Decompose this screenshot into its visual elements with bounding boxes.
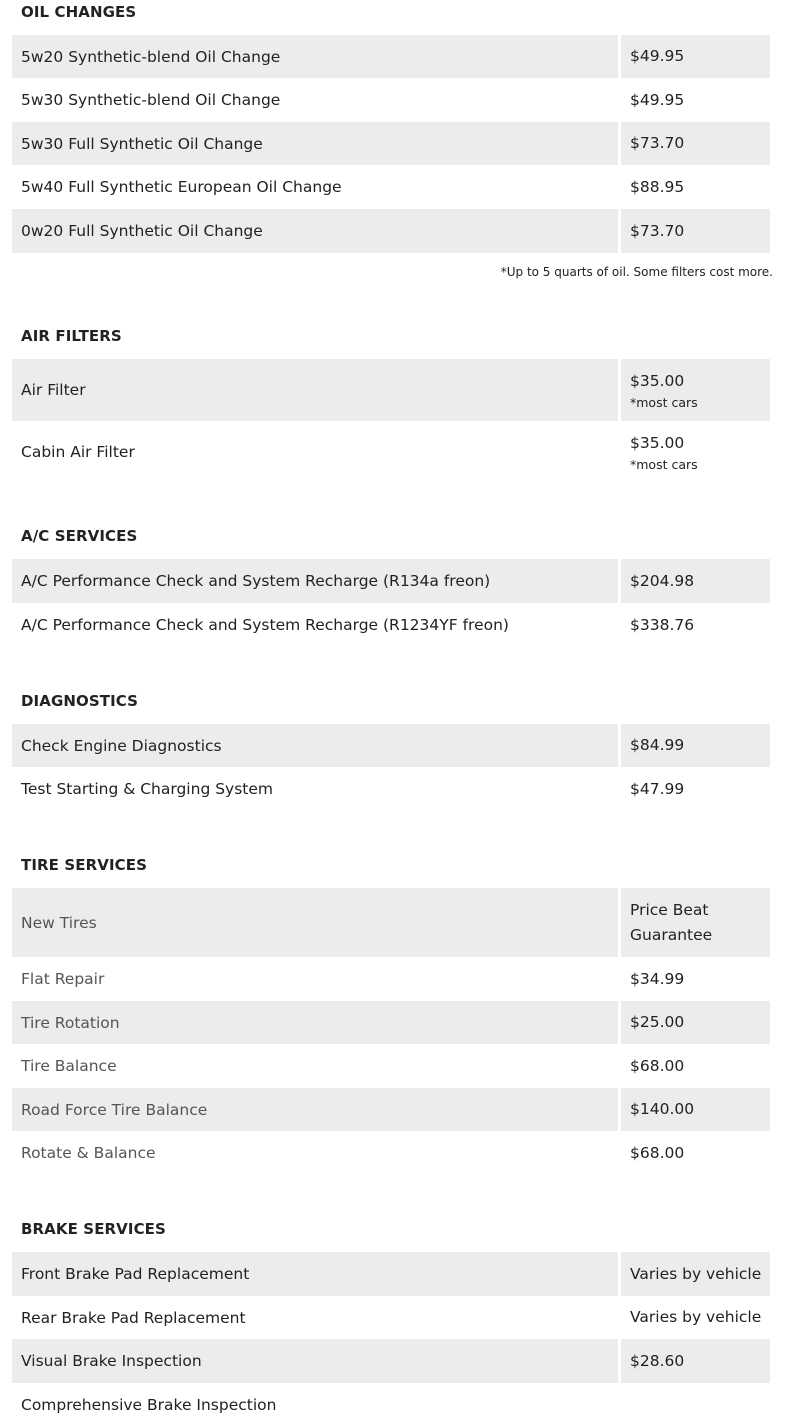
service-name: 5w20 Synthetic-blend Oil Change [12,35,618,78]
service-price-cell [621,421,770,483]
table-row [12,209,770,253]
section-title: DIAGNOSTICS [21,692,139,710]
table-row [12,421,770,483]
section-title: BRAKE SERVICES [21,1220,166,1238]
service-price: $338.76 [630,615,695,634]
table-row [12,957,770,1001]
service-price: Varies by vehicle [621,1252,770,1296]
service-name: 5w30 Full Synthetic Oil Change [12,122,618,165]
oil-changes-section [12,0,773,279]
service-price: $28.60 [621,1339,770,1383]
diagnostics-section [12,689,770,811]
table-row [12,559,770,603]
service-name: Tire Balance [21,1057,117,1075]
service-name: A/C Performance Check and System Recharge (R1234YF freon) [21,616,509,634]
service-name: 5w40 Full Synthetic European Oil Change [21,178,342,196]
service-price: $68.00 [630,1143,685,1162]
table-row [12,359,770,421]
service-price: Price Beat Guarantee [621,888,770,957]
service-price-cell [621,359,770,421]
table-row [12,1296,770,1339]
table-row [12,888,770,957]
table-row [12,1339,770,1383]
service-price: $49.95 [630,90,685,109]
service-name: A/C Performance Check and System Recharge (R134a freon) [12,559,618,603]
table-row [12,1131,770,1175]
service-price: $88.95 [630,177,685,196]
table-row [12,724,770,767]
service-price: $34.99 [630,969,685,988]
service-price: $47.99 [630,779,685,798]
service-price: Varies by vehicle [630,1308,762,1326]
service-name: Cabin Air Filter [21,443,135,461]
service-name: New Tires [12,888,618,957]
service-price: $140.00 [621,1088,770,1131]
table-row [12,1252,770,1296]
service-price: $84.99 [621,724,770,767]
service-name: Air Filter [12,359,618,421]
table-row [12,78,770,122]
table-row [12,122,770,165]
ac-services-section [12,524,770,647]
service-name: Flat Repair [21,970,105,988]
service-price: $49.95 [621,35,770,78]
service-name: 0w20 Full Synthetic Oil Change [12,209,618,253]
service-price [621,1383,770,1427]
service-name: Visual Brake Inspection [12,1339,618,1383]
service-price: $35.00 [630,371,685,390]
service-price: $68.00 [630,1056,685,1075]
brake-services-section [12,1217,770,1427]
oil-footnote: *Up to 5 quarts of oil. Some filters cost more. [500,265,773,279]
air-filters-section [12,324,770,483]
price-note: *most cars [630,456,698,472]
price-note: *most cars [630,394,698,410]
table-row [12,1383,770,1427]
table-row [12,165,770,209]
service-name: Rear Brake Pad Replacement [21,1308,246,1327]
service-name: Front Brake Pad Replacement [12,1252,618,1296]
service-name: Rotate & Balance [21,1144,156,1162]
service-price: $204.98 [621,559,770,603]
section-title: A/C SERVICES [21,527,138,545]
service-price: $73.70 [621,122,770,165]
service-name: 5w30 Synthetic-blend Oil Change [21,91,281,109]
table-row [12,35,770,78]
table-row [12,1001,770,1044]
table-row [12,767,770,811]
service-name: Road Force Tire Balance [12,1088,618,1131]
service-name: Test Starting & Charging System [21,780,274,798]
service-name: Comprehensive Brake Inspection [21,1396,277,1414]
service-price: $25.00 [621,1001,770,1044]
tire-services-section [12,853,770,1175]
service-price: $73.70 [621,209,770,253]
section-title: AIR FILTERS [21,327,122,345]
service-name: Tire Rotation [12,1001,618,1044]
table-row [12,1044,770,1088]
section-title: TIRE SERVICES [21,856,147,874]
service-name: Check Engine Diagnostics [12,724,618,767]
table-row [12,1088,770,1131]
section-title: OIL CHANGES [21,3,137,21]
service-price: $35.00 [630,433,685,452]
table-row [12,603,770,647]
